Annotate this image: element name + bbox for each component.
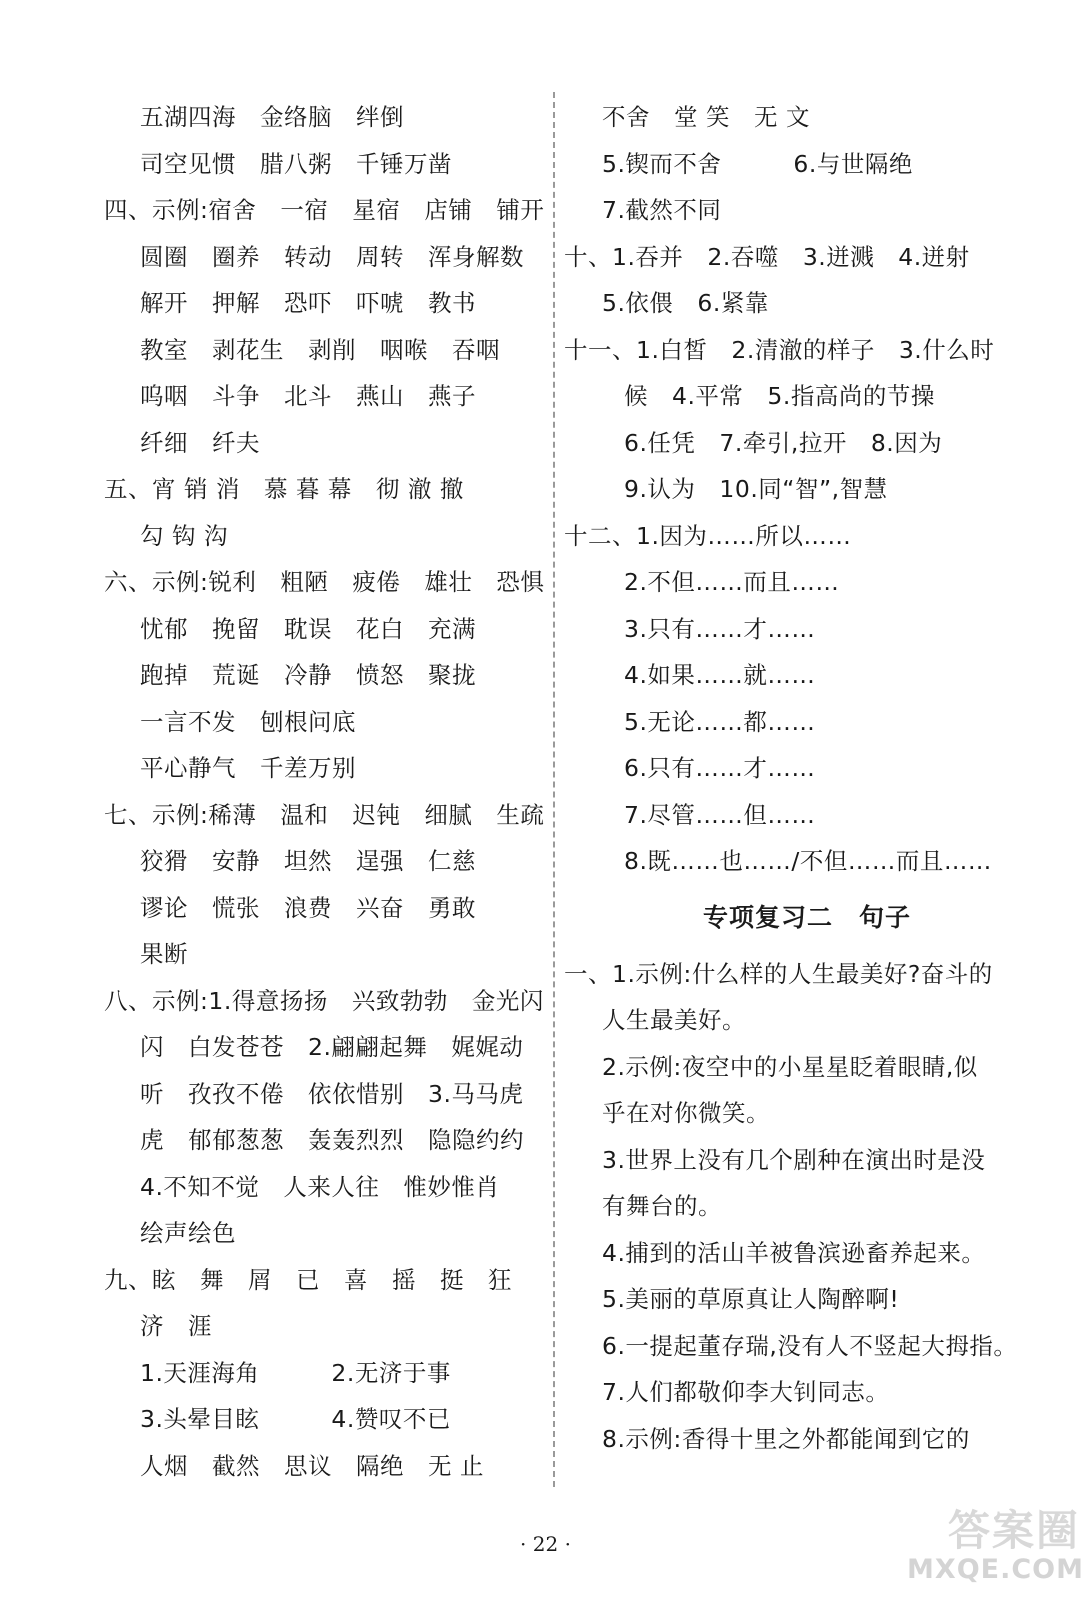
answer-line: 5.美丽的草原真让人陶醉啊! (602, 1285, 900, 1313)
watermark-url: MXQE.COM (907, 1554, 1084, 1585)
answer-line: 解开 押解 恐吓 吓唬 教书 (140, 289, 476, 317)
answer-line: 十一、1.白皙 2.清澈的样子 3.什么时 (564, 335, 995, 364)
answer-line: 2.示例:夜空中的小星星眨着眼睛,似 (602, 1052, 978, 1081)
answer-line: 绘声绘色 (140, 1219, 236, 1247)
answer-line: 果断 (140, 940, 188, 968)
answer-line: 十、1.吞并 2.吞噬 3.迸溅 4.迸射 (564, 242, 970, 271)
answer-line: 纤细 纤夫 (140, 428, 260, 457)
answer-line: 1.天涯海角 2.无济于事 (140, 1358, 451, 1387)
column-divider (553, 92, 555, 1487)
left-column (100, 94, 545, 1489)
answer-line: 司空见惯 腊八粥 千锤万凿 (140, 149, 452, 178)
answer-line: 圆圈 圈养 转动 周转 浑身解数 (140, 242, 524, 271)
answer-line: 一言不发 刨根问底 (140, 707, 356, 736)
answer-line: 听 孜孜不倦 依依惜别 3.马马虎 (140, 1079, 524, 1108)
answer-line: 呜咽 斗争 北斗 燕山 燕子 (140, 382, 476, 410)
answer-line: 谬论 慌张 浪费 兴奋 勇敢 (140, 893, 476, 922)
answer-line: 4.捕到的活山羊被鲁滨逊畜养起来。 (602, 1238, 986, 1267)
answer-line: 7.人们都敬仰李大钊同志。 (602, 1378, 890, 1406)
answer-line: 忧郁 挽留 耽误 花白 充满 (140, 614, 476, 643)
answer-line: 5.无论……都…… (624, 707, 816, 736)
answer-line: 5.锲而不舍 6.与世隔绝 (602, 149, 913, 178)
answer-line: 五湖四海 金络脑 绊倒 (140, 103, 404, 131)
answer-line: 7.尽管……但…… (624, 800, 816, 829)
right-column (562, 94, 1018, 1462)
answer-line: 虎 郁郁葱葱 轰轰烈烈 隐隐约约 (140, 1126, 524, 1154)
answer-line: 候 4.平常 5.指高尚的节操 (624, 382, 935, 410)
answer-line: 7.截然不同 (602, 196, 722, 224)
answer-line: 四、示例:宿舍 一宿 星宿 店铺 铺开 (104, 196, 545, 224)
answer-line: 2.不但……而且…… (624, 568, 840, 596)
answer-line: 五、宵 销 消 慕 暮 幕 彻 澈 撤 (104, 475, 464, 503)
answer-line: 一、1.示例:什么样的人生最美好?奋斗的 (564, 959, 993, 988)
answer-line: 6.一提起董存瑞,没有人不竖起大拇指。 (602, 1331, 1018, 1360)
answer-line: 9.认为 10.同“智”,智慧 (624, 475, 888, 503)
answer-line: 九、眩 舞 屑 已 喜 摇 挺 狂 (104, 1265, 512, 1294)
answer-line: 6.任凭 7.牵引,拉开 8.因为 (624, 428, 943, 457)
answer-line: 乎在对你微笑。 (602, 1099, 770, 1127)
answer-line: 勾 钩 沟 (140, 521, 228, 550)
answer-line: 八、示例:1.得意扬扬 兴致勃勃 金光闪 (104, 986, 544, 1015)
answer-line: 8.既……也……/不但……而且…… (624, 847, 992, 875)
answer-line: 平心静气 千差万别 (140, 754, 356, 782)
answer-line: 5.依偎 6.紧靠 (602, 289, 769, 317)
answer-line: 十二、1.因为……所以…… (564, 521, 852, 550)
answer-line: 济 涯 (140, 1312, 212, 1340)
answer-line: 六、示例:锐利 粗陋 疲倦 雄壮 恐惧 (104, 568, 545, 596)
answer-line: 人生最美好。 (602, 1006, 746, 1034)
page-number: · 22 · (520, 1532, 571, 1556)
answer-line: 4.如果……就…… (624, 661, 816, 689)
answer-line: 有舞台的。 (602, 1192, 722, 1220)
answer-line: 8.示例:香得十里之外都能闻到它的 (602, 1424, 970, 1453)
answer-line: 4.不知不觉 人来人往 惟妙惟肖 (140, 1172, 500, 1201)
answer-line: 3.头晕目眩 4.赞叹不已 (140, 1405, 451, 1433)
answer-line: 教室 剥花生 剥削 咽喉 吞咽 (140, 335, 500, 364)
answer-line: 3.只有……才…… (624, 614, 816, 643)
watermark-logo: 答案圈 (947, 1506, 1080, 1555)
answer-line: 闪 白发苍苍 2.翩翩起舞 娓娓动 (140, 1033, 524, 1061)
section-heading: 专项复习二 句子 (702, 902, 911, 932)
answer-line: 不舍 堂 笑 无 文 (602, 103, 810, 131)
answer-line: 人烟 截然 思议 隔绝 无 止 (140, 1451, 484, 1480)
answer-line: 3.世界上没有几个剧种在演出时是没 (602, 1145, 986, 1174)
watermark (890, 1498, 1090, 1598)
answer-line: 七、示例:稀薄 温和 迟钝 细腻 生疏 (104, 800, 545, 829)
answer-line: 6.只有……才…… (624, 754, 816, 782)
answer-line: 狡猾 安静 坦然 逞强 仁慈 (140, 847, 476, 875)
answer-line: 跑掉 荒诞 冷静 愤怒 聚拢 (140, 661, 476, 689)
